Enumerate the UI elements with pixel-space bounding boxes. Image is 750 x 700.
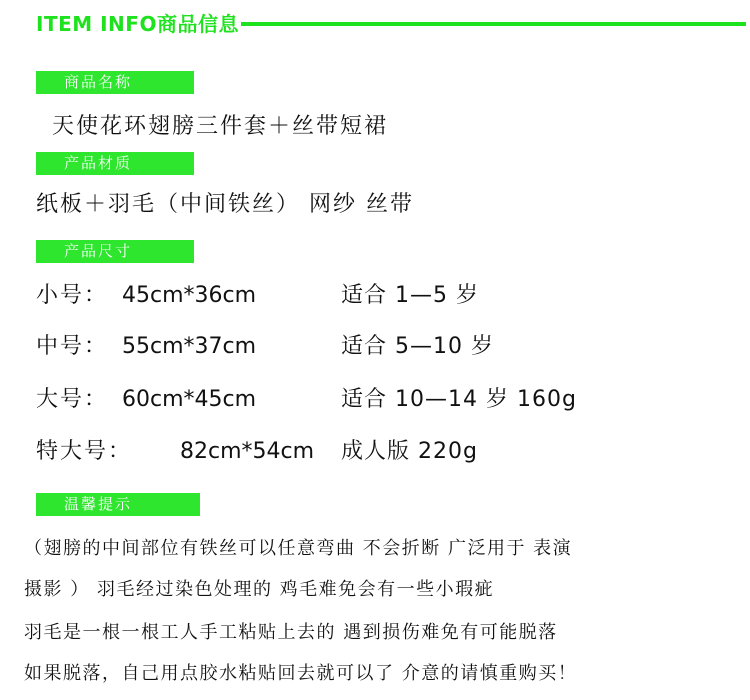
size-dimensions: 82cm*54cm	[180, 439, 315, 464]
size-label: 中号：	[36, 334, 109, 359]
size-row-small	[36, 280, 726, 312]
size-fit: 成人版 220g	[341, 439, 478, 464]
tag-size: 产品尺寸	[36, 240, 194, 263]
tag-material: 产品材质	[36, 152, 194, 175]
size-label: 小号：	[36, 283, 109, 308]
size-fit: 适合 1—5 岁	[341, 283, 479, 308]
product-name-value: 天使花环翅膀三件套＋丝带短裙	[52, 114, 389, 139]
size-fit: 适合 10—14 岁 160g	[341, 387, 577, 412]
size-dimensions: 55cm*37cm	[122, 334, 257, 359]
size-dimensions: 60cm*45cm	[122, 387, 257, 412]
header-divider	[241, 22, 746, 26]
size-row-xlarge	[36, 436, 726, 468]
tag-product-name: 商品名称	[36, 71, 194, 94]
item-info-header	[36, 10, 726, 40]
size-dimensions: 45cm*36cm	[122, 283, 257, 308]
size-row-medium	[36, 331, 726, 363]
size-label: 特大号：	[36, 439, 133, 464]
tag-tips: 温馨提示	[36, 493, 200, 516]
header-title: ITEM INFO商品信息	[36, 12, 239, 36]
size-label: 大号：	[36, 387, 109, 412]
size-row-large	[36, 384, 726, 416]
material-value: 纸板＋羽毛（中间铁丝） 网纱 丝带	[36, 192, 414, 217]
tip-line: 如果脱落，自己用点胶水粘贴回去就可以了 介意的请慎重购买！	[24, 663, 578, 684]
size-fit: 适合 5—10 岁	[341, 334, 494, 359]
tip-line: （翅膀的中间部位有铁丝可以任意弯曲 不会折断 广泛用于 表演	[24, 538, 573, 559]
tip-line: 羽毛是一根一根工人手工粘贴上去的 遇到损伤难免有可能脱落	[24, 622, 558, 643]
tip-line: 摄影 ） 羽毛经过染色处理的 鸡毛难免会有一些小瑕疵	[24, 579, 495, 600]
